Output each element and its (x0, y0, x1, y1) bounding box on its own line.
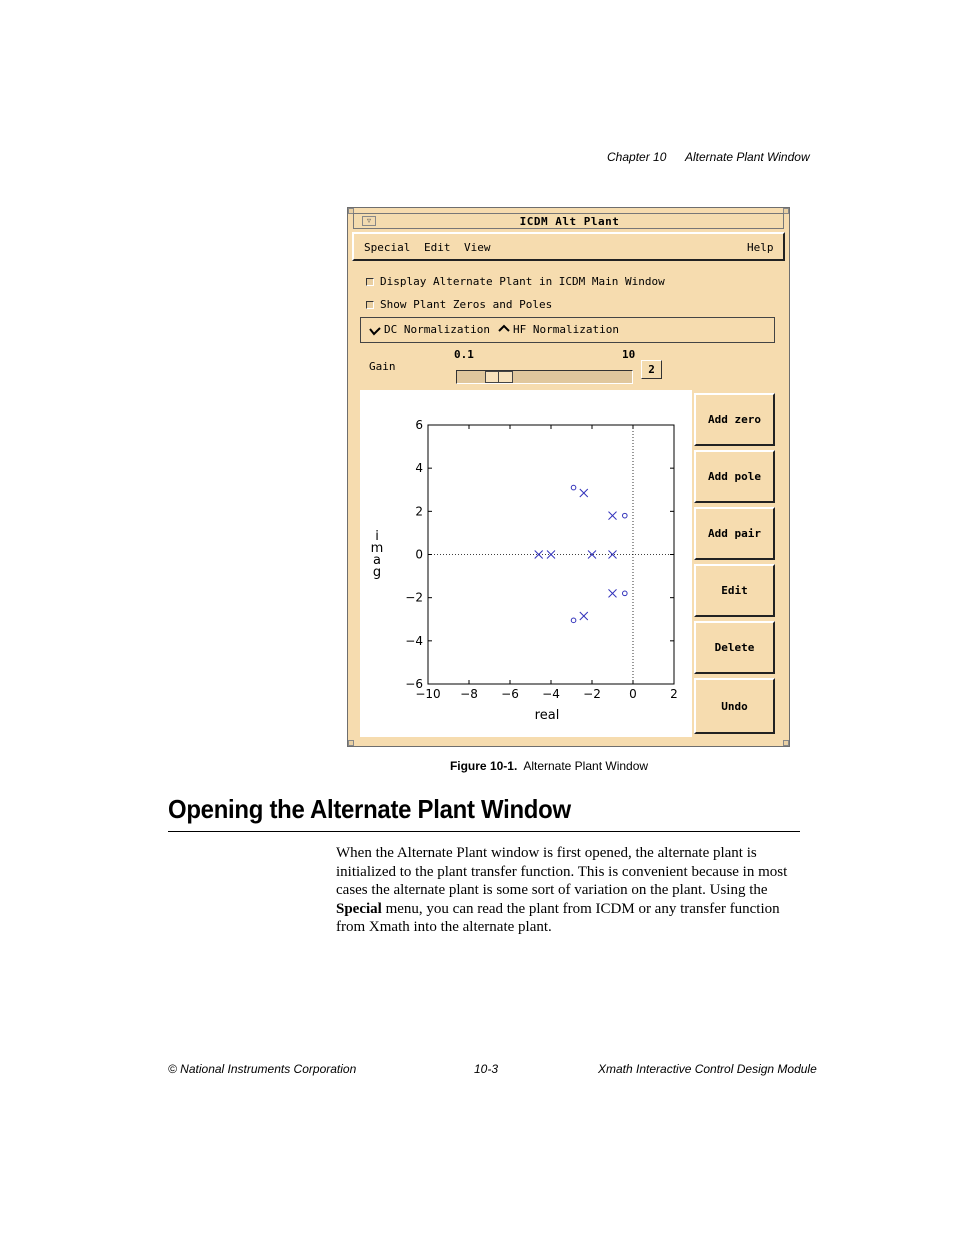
gain-slider-thumb[interactable] (485, 371, 513, 383)
footer-right: Xmath Interactive Control Design Module (598, 1062, 817, 1076)
title-bar[interactable] (353, 213, 784, 229)
window-corner[interactable] (348, 740, 354, 746)
pole-marker (580, 612, 588, 620)
zero-marker (571, 618, 576, 623)
section-title: Opening the Alternate Plant Window (168, 794, 571, 824)
x-tick-label: −4 (542, 687, 560, 701)
x-tick-label: −2 (583, 687, 601, 701)
zero-marker (571, 485, 576, 490)
pole-marker (588, 551, 596, 559)
pole-marker (535, 551, 543, 559)
footer-left: © National Instruments Corporation (168, 1062, 357, 1076)
edit-button[interactable]: Edit (694, 564, 775, 617)
checked-radio-icon[interactable] (369, 327, 381, 336)
x-tick-label: −6 (501, 687, 519, 701)
paragraph-text: menu, you can read the plant from ICDM or any transfer function from Xmath into the alternate plant. (336, 900, 780, 935)
plot-svg[interactable] (360, 390, 692, 737)
display-alt-plant-label: Display Alternate Plant in ICDM Main Window (380, 275, 665, 288)
x-tick-label: 2 (670, 687, 678, 701)
undo-button[interactable]: Undo (694, 678, 775, 734)
footer-page-number: 10-3 (474, 1062, 499, 1076)
figure-text: Alternate Plant Window (523, 759, 649, 773)
x-tick-label: 0 (629, 687, 637, 701)
display-alt-plant-checkbox[interactable] (366, 278, 374, 286)
menu-view[interactable]: View (464, 241, 491, 254)
show-zeros-poles-label: Show Plant Zeros and Poles (380, 298, 553, 311)
figure-label: Figure 10-1. (449, 759, 518, 773)
delete-button[interactable]: Delete (694, 621, 775, 674)
alt-plant-window (347, 207, 790, 747)
special-bold: Special (336, 900, 382, 917)
window-corner[interactable] (783, 740, 789, 746)
menu-edit[interactable]: Edit (424, 241, 451, 254)
header-section: Alternate Plant Window (685, 150, 810, 164)
figure-caption (0, 759, 954, 773)
window-title: ICDM Alt Plant (519, 215, 620, 228)
y-tick-label: 0 (415, 547, 423, 562)
window-menu-icon[interactable]: ▿ (362, 216, 376, 226)
add-pole-button[interactable]: Add pole (694, 450, 775, 503)
add-pair-button[interactable]: Add pair (694, 507, 775, 560)
root-locus-plot[interactable] (360, 390, 692, 737)
x-tick-label: −8 (460, 687, 478, 701)
zero-marker (623, 591, 628, 596)
show-zeros-poles-checkbox[interactable] (366, 301, 374, 309)
x-tick-label: −10 (415, 687, 441, 701)
y-tick-label: 6 (415, 418, 423, 432)
gain-value-box[interactable]: 2 (641, 360, 662, 379)
gain-label: Gain (369, 360, 396, 373)
pole-marker (609, 512, 617, 520)
zero-marker (623, 513, 628, 518)
header-chapter: Chapter 10 (607, 150, 667, 164)
body-paragraph (336, 844, 806, 937)
slider-max-label: 10 (622, 348, 636, 361)
pole-marker (609, 589, 617, 597)
y-tick-label: −4 (405, 633, 423, 648)
y-axis-label-letter: a (373, 553, 381, 568)
paragraph-text: When the Alternate Plant window is first opened, the alternate plant is initialized to the plant transfer function. This is convenient because in most cases the alternate plant is some sort of variation on the plant. Using the (336, 845, 788, 898)
menu-special[interactable]: Special (364, 241, 411, 254)
add-zero-button[interactable]: Add zero (694, 393, 775, 446)
unchecked-radio-icon[interactable] (498, 324, 510, 333)
dc-normalization-label[interactable]: DC Normalization (384, 323, 490, 336)
y-axis-label-letter: i (375, 529, 379, 544)
section-rule (168, 831, 800, 832)
menu-bar (352, 232, 785, 261)
y-axis-label-letter: m (370, 541, 384, 556)
y-tick-label: −2 (405, 590, 423, 605)
y-tick-label: 2 (415, 504, 423, 519)
gain-slider[interactable] (456, 370, 633, 384)
y-tick-label: −6 (405, 677, 423, 691)
y-tick-label: 4 (415, 461, 423, 476)
pole-marker (609, 551, 617, 559)
menu-help[interactable]: Help (747, 241, 774, 254)
hf-normalization-label[interactable]: HF Normalization (513, 323, 619, 336)
y-axis-label-letter: g (372, 565, 382, 580)
pole-marker (580, 489, 588, 497)
normalization-radio-group (360, 317, 775, 343)
x-axis-label: real (534, 708, 560, 723)
slider-min-label: 0.1 (454, 348, 474, 361)
